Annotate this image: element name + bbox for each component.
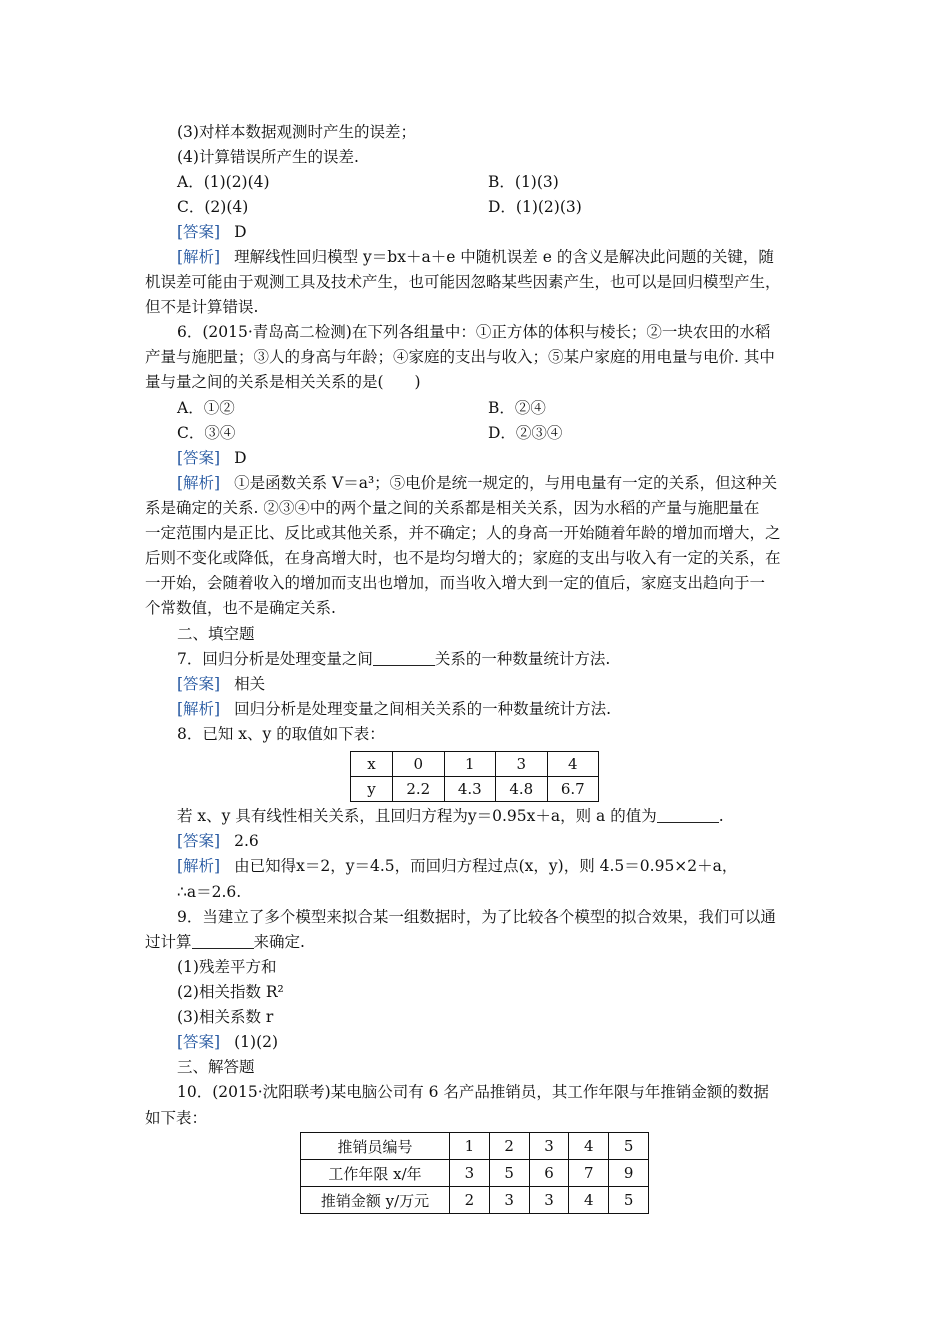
table-cell: 6.7 bbox=[547, 777, 599, 802]
q6-analysis-line-6: 个常数值，也不是确定关系. bbox=[145, 599, 336, 617]
q6-analysis-line-1: [解析] ①是函数关系 V＝a³；⑤电价是统一规定的，与用电量有一定的关系，但这种关 bbox=[177, 474, 778, 492]
table-cell: 工作年限 x/年 bbox=[301, 1160, 450, 1187]
analysis-tag: [解析] bbox=[177, 248, 221, 266]
q8-xy-table bbox=[350, 751, 599, 802]
q6-option-d: D．②③④ bbox=[488, 424, 563, 442]
q9-item-1: (1)残差平方和 bbox=[177, 958, 277, 976]
q10-stem-line-2: 如下表： bbox=[145, 1109, 208, 1127]
table-row bbox=[351, 752, 599, 777]
q8-answer: 2.6 bbox=[234, 832, 259, 850]
table-cell: 2 bbox=[450, 1187, 490, 1214]
answer-tag: [答案] bbox=[177, 223, 221, 241]
table-cell: 3 bbox=[529, 1187, 569, 1214]
table-cell: 3 bbox=[450, 1160, 490, 1187]
table-row bbox=[301, 1160, 649, 1187]
q7-answer: 相关 bbox=[234, 675, 266, 693]
q6-answer: D bbox=[234, 449, 247, 467]
analysis-tag: [解析] bbox=[177, 700, 221, 718]
analysis-tag: [解析] bbox=[177, 857, 221, 875]
answer-tag: [答案] bbox=[177, 449, 221, 467]
q5-item-3: (3)对样本数据观测时产生的误差； bbox=[177, 123, 416, 141]
q6-option-a: A．①② bbox=[177, 399, 235, 417]
q6-answer-line bbox=[177, 446, 247, 471]
table-cell: 4.8 bbox=[496, 777, 548, 802]
table-cell: 1 bbox=[450, 1133, 490, 1160]
table-row bbox=[301, 1133, 649, 1160]
section-heading-fill-blank: 二、填空题 bbox=[177, 625, 255, 643]
q5-analysis-line-2: 机误差可能由于观测工具及技术产生，也可能因忽略某些因素产生，也可以是回归模型产生， bbox=[145, 273, 781, 291]
table-cell: 4 bbox=[569, 1133, 609, 1160]
table-cell: 5 bbox=[609, 1187, 649, 1214]
table-cell: 4 bbox=[569, 1187, 609, 1214]
q5-analysis-line-3: 但不是计算错误. bbox=[145, 298, 259, 316]
q6-stem-line-2: 产量与施肥量；③人的身高与年龄；④家庭的支出与收入；⑤某户家庭的用电量与电价. 其中 bbox=[145, 348, 775, 366]
q8-conclusion: ∴a＝2.6. bbox=[177, 883, 242, 901]
q10-stem-line-1: 10．(2015·沈阳联考)某电脑公司有 6 名产品推销员，其工作年限与年推销金额的数据 bbox=[177, 1083, 769, 1101]
table-cell: 5 bbox=[609, 1133, 649, 1160]
table-cell: 4.3 bbox=[444, 777, 496, 802]
table-cell: 2.2 bbox=[393, 777, 445, 802]
table-cell: 推销金额 y/万元 bbox=[301, 1187, 450, 1214]
q5-option-a: A．(1)(2)(4) bbox=[177, 173, 270, 191]
answer-tag: [答案] bbox=[177, 1033, 221, 1051]
q5-option-c: C．(2)(4) bbox=[177, 198, 249, 216]
q8-blank bbox=[657, 805, 719, 823]
table-row bbox=[301, 1187, 649, 1214]
q5-analysis-line-1: [解析] 理解线性回归模型 y＝bx＋a＋e 中随机误差 e 的含义是解决此问题的关键，随 bbox=[177, 248, 774, 266]
q9-item-3: (3)相关系数 r bbox=[177, 1008, 274, 1026]
table-cell: 9 bbox=[609, 1160, 649, 1187]
analysis-tag: [解析] bbox=[177, 474, 221, 492]
q9-answer-line bbox=[177, 1030, 278, 1055]
table-cell: 3 bbox=[489, 1187, 529, 1214]
q6-analysis-line-3: 一定范围内是正比、反比或其他关系，并不确定；人的身高一开始随着年龄的增加而增大，之 bbox=[145, 524, 781, 542]
q10-sales-table bbox=[300, 1132, 649, 1214]
table-cell: 5 bbox=[489, 1160, 529, 1187]
table-cell: 2 bbox=[489, 1133, 529, 1160]
q8-analysis-line: [解析] 由已知得x＝2，y＝4.5，而回归方程过点(x，y)，则 4.5＝0.95×2＋a， bbox=[177, 857, 738, 875]
table-cell: y bbox=[351, 777, 393, 802]
table-cell: 0 bbox=[393, 752, 445, 777]
table-row bbox=[351, 777, 599, 802]
q8-answer-line bbox=[177, 829, 259, 854]
q9-item-2: (2)相关指数 R² bbox=[177, 983, 284, 1001]
section-heading-solve: 三、解答题 bbox=[177, 1058, 255, 1076]
q5-answer-line bbox=[177, 220, 247, 245]
q7-analysis-line: [解析] 回归分析是处理变量之间相关关系的一种数量统计方法. bbox=[177, 700, 612, 718]
q6-analysis-line-4: 后则不变化或降低，在身高增大时，也不是均匀增大的；家庭的支出与收入有一定的关系，在 bbox=[145, 549, 781, 567]
answer-tag: [答案] bbox=[177, 832, 221, 850]
q5-answer: D bbox=[234, 223, 247, 241]
q7-answer-line bbox=[177, 672, 265, 697]
q5-item-4: (4)计算错误所产生的误差. bbox=[177, 148, 359, 166]
q9-answer: (1)(2) bbox=[234, 1033, 279, 1051]
q6-option-b: B．②④ bbox=[488, 399, 546, 417]
table-cell: 3 bbox=[496, 752, 548, 777]
q6-analysis-line-5: 一开始，会随着收入的增加而支出也增加，而当收入增大到一定的值后，家庭支出趋向于一 bbox=[145, 574, 766, 592]
q9-stem-line-2: 过计算 来确定. bbox=[145, 933, 305, 951]
q5-option-d: D．(1)(2)(3) bbox=[488, 198, 582, 216]
q7-blank bbox=[373, 648, 435, 666]
q6-stem-line-3: 量与量之间的关系是相关关系的是( ) bbox=[145, 373, 421, 391]
q9-blank bbox=[192, 931, 254, 949]
table-cell: 推销员编号 bbox=[301, 1133, 450, 1160]
q6-analysis-line-2: 系是确定的关系. ②③④中的两个量之间的关系都是相关关系，因为水稻的产量与施肥量在 bbox=[145, 499, 760, 517]
table-cell: 1 bbox=[444, 752, 496, 777]
q5-option-b: B．(1)(3) bbox=[488, 173, 559, 191]
table-cell: 7 bbox=[569, 1160, 609, 1187]
answer-tag: [答案] bbox=[177, 675, 221, 693]
q8-stem: 若 x、y 具有线性相关关系，且回归方程为y＝0.95x＋a，则 a 的值为 . bbox=[177, 807, 724, 825]
table-cell: 3 bbox=[529, 1133, 569, 1160]
table-cell: 6 bbox=[529, 1160, 569, 1187]
table-cell: x bbox=[351, 752, 393, 777]
q7-stem: 7．回归分析是处理变量之间 关系的一种数量统计方法. bbox=[177, 650, 611, 668]
q6-option-c: C．③④ bbox=[177, 424, 236, 442]
q8-intro: 8．已知 x、y 的取值如下表： bbox=[177, 725, 385, 743]
q9-stem-line-1: 9．当建立了多个模型来拟合某一组数据时，为了比较各个模型的拟合效果，我们可以通 bbox=[177, 908, 776, 926]
table-cell: 4 bbox=[547, 752, 599, 777]
q6-stem-line-1: 6．(2015·青岛高二检测)在下列各组量中：①正方体的体积与棱长；②一块农田的水稻 bbox=[177, 323, 771, 341]
